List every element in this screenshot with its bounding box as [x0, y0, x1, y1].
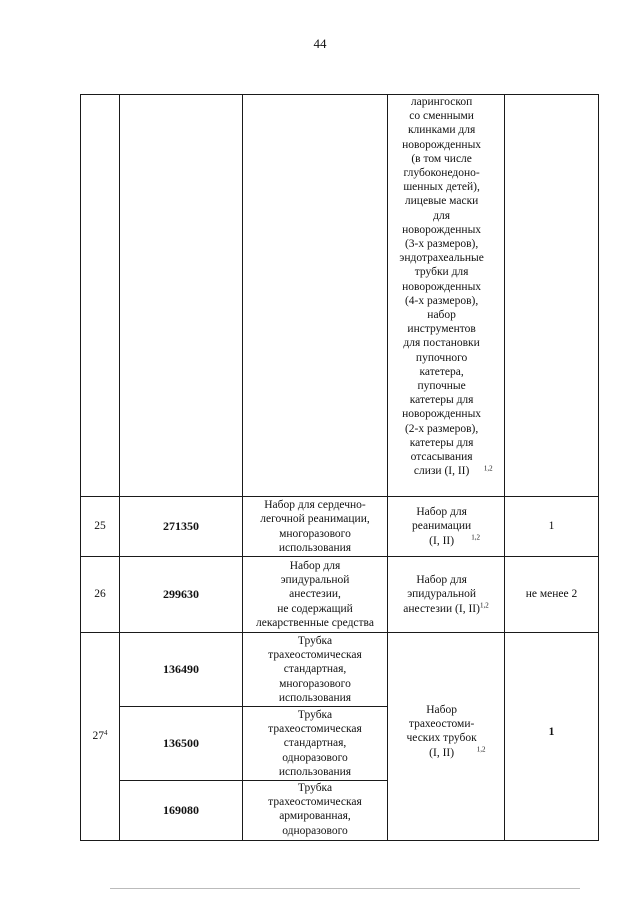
item-name-cell — [243, 95, 388, 497]
set-footnote: 1,2 — [471, 533, 480, 542]
row-number-footnote: 4 — [104, 729, 108, 738]
table-row-25 — [81, 497, 599, 557]
table-row-26 — [81, 557, 599, 633]
set-cell — [388, 557, 505, 633]
row-number-cell — [81, 95, 120, 497]
row-number: 27 — [92, 730, 104, 743]
set-footnote: 1,2 — [483, 464, 493, 473]
item-name: Набор для эпидуральной анестезии, не содержащий лекарственные средства — [256, 559, 374, 629]
item-name-cell — [243, 707, 388, 781]
item-name: Трубка трахеостомическая стандартная, одноразового использования — [268, 708, 362, 778]
set-cell — [388, 95, 505, 497]
set-text: ларингоскоп со сменными клинками для новорожденных (в том числе глубоконедоно- шенных детей), лицевые маски для новорожденных (3-х размеров), эндотрахеальные трубки для новорожденных (4-х размеров), набор инструментов для постановки пупочного катетера, пупочные катетеры для новорожденных (2-х размеров), катетеры для отсасывания слизи (I, II) — [399, 96, 484, 478]
quantity: 1 — [548, 726, 555, 738]
item-name-cell — [243, 781, 388, 841]
set-text: Набор трахеостоми- ческих трубок (I, II) — [406, 704, 477, 759]
code-cell — [120, 95, 243, 497]
item-code: 299630 — [120, 557, 243, 633]
item-code: 271350 — [120, 497, 243, 557]
set-text: Набор для реанимации (I, II) — [412, 506, 472, 547]
item-code: 169080 — [120, 781, 243, 841]
item-name: Трубка трахеостомическая стандартная, многоразового использования — [268, 634, 362, 704]
item-name-cell — [243, 557, 388, 633]
quantity-cell — [505, 633, 599, 841]
item-name-cell — [243, 633, 388, 707]
set-text: Набор для эпидуральной анестезии (I, II) — [403, 574, 480, 615]
page-number: 44 — [313, 36, 327, 51]
set-cell — [388, 497, 505, 557]
page-bottom-rule — [110, 888, 580, 889]
set-footnote: 1,2 — [479, 601, 489, 610]
equipment-table — [80, 94, 599, 841]
item-code: 136500 — [120, 707, 243, 781]
quantity-cell — [505, 95, 599, 497]
quantity: не менее 2 — [505, 557, 599, 633]
item-name: Трубка трахеостомическая армированная, одноразового — [268, 782, 362, 837]
row-number: 26 — [81, 557, 120, 633]
quantity: 1 — [505, 497, 599, 557]
table-row-continuation — [81, 95, 599, 497]
table-row-27a — [81, 633, 599, 707]
item-code: 136490 — [120, 633, 243, 707]
set-footnote: 1,2 — [476, 745, 486, 754]
row-number-cell — [81, 633, 120, 841]
item-name: Набор для сердечно- легочной реанимации, многоразового использования — [260, 499, 370, 554]
item-name-cell — [243, 497, 388, 557]
set-cell — [388, 633, 505, 841]
row-number: 25 — [81, 497, 120, 557]
